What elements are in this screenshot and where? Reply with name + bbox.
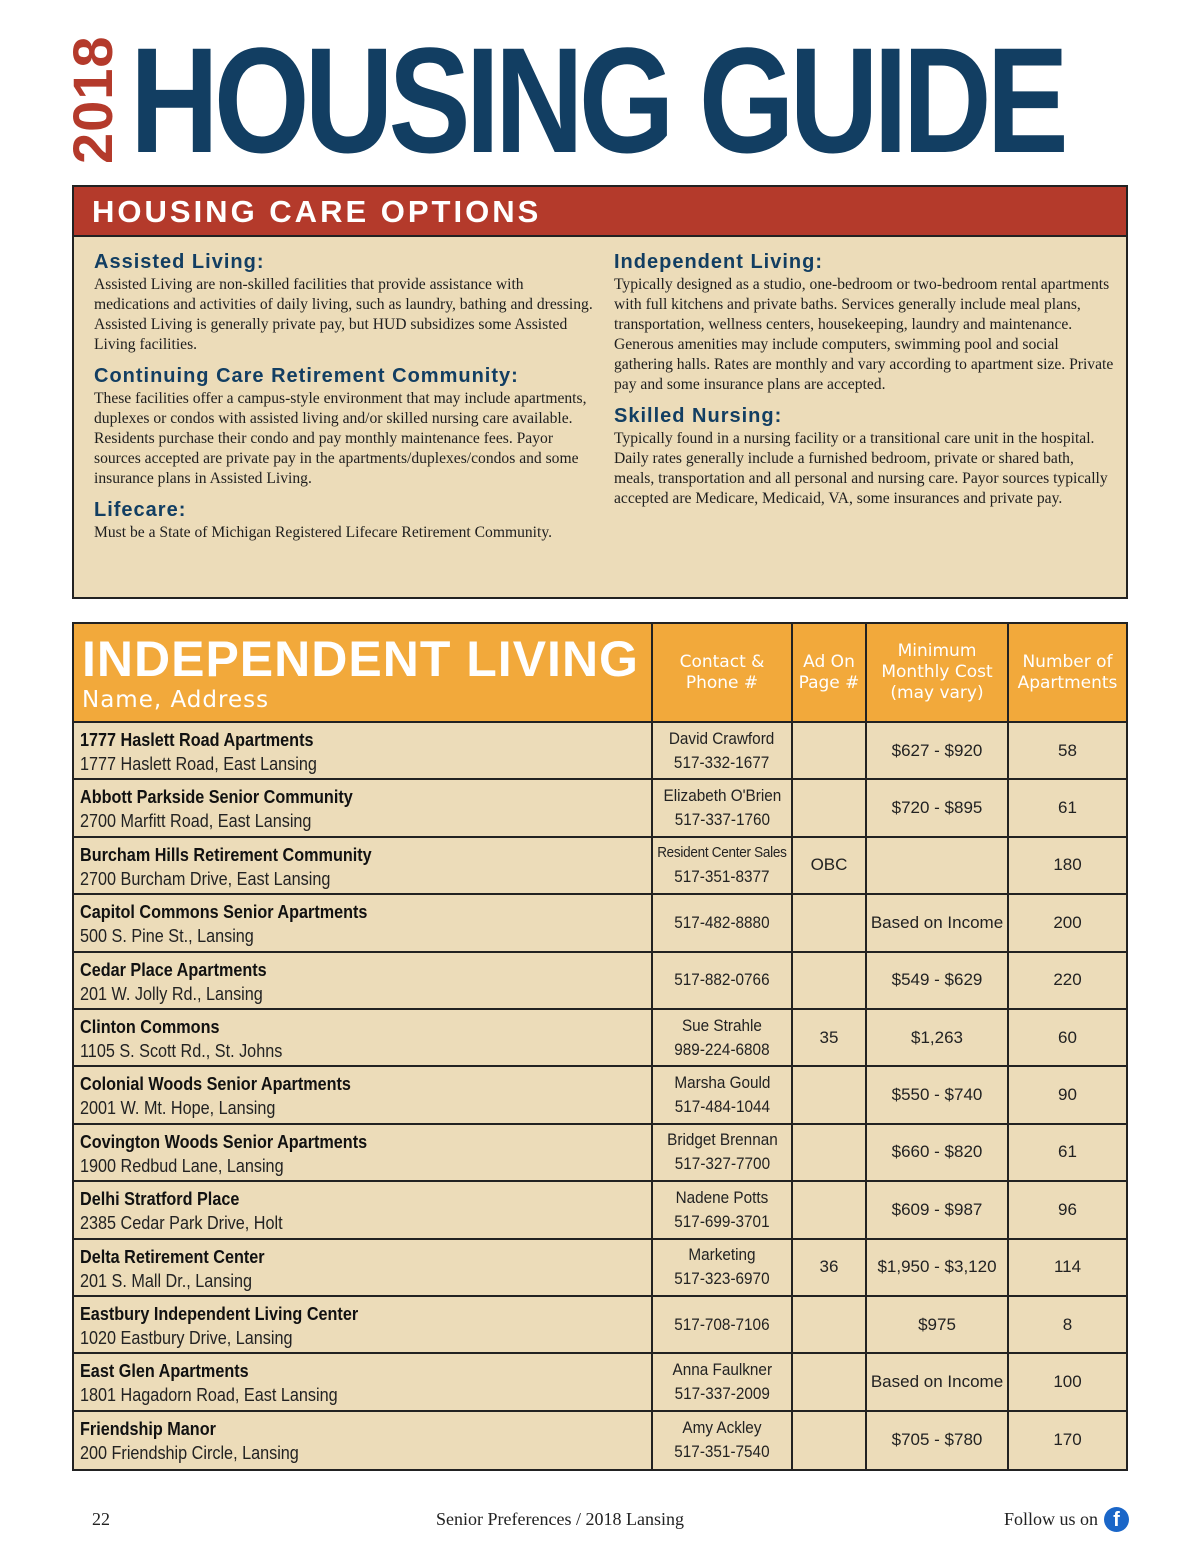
cell-name-address [74,1354,651,1409]
table-row [74,1412,1126,1469]
cell-contact-phone [651,953,791,1008]
cell-name-address [74,780,651,835]
cell-number-of-apartments: 114 [1007,1240,1126,1295]
contact-name: David Crawford [669,728,775,748]
cell-ad-page [791,1412,865,1469]
contact-phone: 517-332-1677 [674,752,770,772]
contact-phone: 517-482-8880 [674,912,770,932]
cell-contact-phone [651,1240,791,1295]
cell-contact-phone [651,1354,791,1409]
facility-name: 1777 Haslett Road Apartments [80,730,314,750]
facility-name: Covington Woods Senior Apartments [80,1131,368,1152]
cell-ad-page [791,780,865,835]
contact-phone: 517-351-8377 [674,867,770,887]
care-option-skilled-nursing [614,403,1114,509]
care-options-left-column [94,249,594,551]
cell-name-address [74,838,651,893]
care-option-lifecare [94,497,594,543]
cell-number-of-apartments: 100 [1007,1354,1126,1409]
cell-ad-page [791,895,865,950]
cell-ad-page: 35 [791,1010,865,1065]
table-row [74,953,1126,1010]
cell-name-address [74,1240,651,1295]
facility-address: 2001 W. Mt. Hope, Lansing [80,1098,276,1119]
header-contact-phone: Contact & Phone # [651,624,791,721]
care-option-title: Lifecare: [94,499,187,521]
contact-name: Bridget Brennan [666,1130,778,1150]
facility-name: Abbott Parkside Senior Community [80,787,353,808]
care-option-assisted-living [94,249,594,355]
contact-phone: 517-882-0766 [674,970,770,990]
cell-ad-page [791,1182,865,1237]
cell-contact-phone [651,1067,791,1122]
cell-contact-phone [651,838,791,893]
contact-name: Marketing [688,1245,756,1265]
cell-ad-page [791,723,865,778]
care-options-right-column [614,249,1114,517]
table-row [74,1010,1126,1067]
table-body [74,723,1126,1469]
cell-ad-page [791,1354,865,1409]
contact-phone: 517-337-1760 [674,810,770,830]
cell-number-of-apartments: 170 [1007,1412,1126,1469]
page-footer [0,1505,1200,1535]
table-row [74,1067,1126,1124]
care-option-description: Must be a State of Michigan Registered Lifecare Retirement Community. [94,524,553,541]
cell-number-of-apartments: 220 [1007,953,1126,1008]
facility-address: 500 S. Pine St., Lansing [80,926,254,947]
table-header-row [74,624,1126,723]
contact-phone: 517-484-1044 [674,1097,770,1117]
cell-name-address [74,723,651,778]
cell-ad-page: OBC [791,838,865,893]
cell-contact-phone [651,1297,791,1352]
page-number: 22 [92,1509,110,1529]
cell-contact-phone [651,1125,791,1180]
facility-name: Delta Retirement Center [80,1246,265,1267]
care-options-header: HOUSING CARE OPTIONS [74,187,1126,237]
facility-name: Colonial Woods Senior Apartments [80,1074,351,1095]
care-option-title: Skilled Nursing: [614,405,783,427]
cell-name-address [74,1182,651,1237]
cell-number-of-apartments: 58 [1007,723,1126,778]
cell-minimum-monthly-cost: $720 - $895 [865,780,1007,835]
table-row [74,895,1126,952]
contact-phone: 517-327-7700 [674,1154,770,1174]
cell-number-of-apartments: 61 [1007,780,1126,835]
cell-contact-phone [651,1182,791,1237]
table-row [74,723,1126,780]
facility-address: 2385 Cedar Park Drive, Holt [80,1213,283,1234]
cell-ad-page [791,1067,865,1122]
cell-name-address [74,1067,651,1122]
cell-name-address [74,1125,651,1180]
publication-name: Senior Preferences / 2018 Lansing [436,1509,684,1529]
contact-phone: 517-323-6970 [674,1269,770,1289]
cell-minimum-monthly-cost: Based on Income [865,895,1007,950]
contact-phone: 517-337-2009 [674,1383,770,1403]
facility-address: 1020 Eastbury Drive, Lansing [80,1327,293,1348]
cell-contact-phone [651,1412,791,1469]
cell-contact-phone [651,723,791,778]
cell-name-address [74,953,651,1008]
facebook-icon[interactable]: f [1104,1507,1129,1532]
contact-phone: 517-699-3701 [674,1211,770,1231]
header-number-of-apartments: Number of Apartments [1007,624,1126,721]
cell-number-of-apartments: 60 [1007,1010,1126,1065]
facility-address: 2700 Marfitt Road, East Lansing [80,811,312,832]
cell-ad-page [791,1125,865,1180]
facility-address: 1105 S. Scott Rd., St. Johns [80,1040,283,1061]
cell-number-of-apartments: 200 [1007,895,1126,950]
cell-name-address [74,1412,651,1469]
facility-address: 201 S. Mall Dr., Lansing [80,1270,252,1291]
cell-name-address [74,1010,651,1065]
header-name-address [74,624,651,721]
cell-number-of-apartments: 8 [1007,1297,1126,1352]
contact-name: Sue Strahle [682,1015,762,1035]
facility-name: Eastbury Independent Living Center [80,1303,359,1324]
facility-name: Capitol Commons Senior Apartments [80,902,368,923]
follow-us-text: Follow us on [1003,1509,1098,1529]
contact-name: Nadene Potts [675,1187,769,1207]
care-option-description: Typically designed as a studio, one-bedroom or two-bedroom rental apartments with full kitchens and private baths. Services generally include meal plans, transportation, wellness centers, housekeeping, laundry and maintenance. Generous amenities may include computers, swimming pool and social gathering halls. Rates are monthly and vary according to apartment size. Private pay and some insurance plans are accepted. [614,276,1114,393]
cell-minimum-monthly-cost: $1,263 [865,1010,1007,1065]
care-option-description: Typically found in a nursing facility or a transitional care unit in the hospital. Daily rates generally include a furnished bedroom, private or shared bath, meals, transportation and all personal and nursing care. Payor sources typically accepted are Medicare, Medicaid, VA, some insurances and private pay. [614,430,1108,507]
guide-year: 2018 [61,35,124,164]
care-option-description: These facilities offer a campus-style environment that may include apartments, duplexes or condos with assisted living and/or skilled nursing care available. Residents purchase their condo and pay monthly maintenance fees. Payor sources accepted are private pay in the apartments/duplexes/condos and some insurance plans in Assisted Living. [94,390,587,487]
care-option-ccrc [94,363,594,489]
table-row [74,780,1126,837]
cell-number-of-apartments: 96 [1007,1182,1126,1237]
cell-minimum-monthly-cost: $550 - $740 [865,1067,1007,1122]
cell-minimum-monthly-cost [865,838,1007,893]
independent-living-table [72,622,1128,1471]
care-option-description: Assisted Living are non-skilled facilities that provide assistance with medications and activities of daily living, such as laundry, bathing and dressing. Assisted Living is generally private pay, but HUD subsidizes some Assisted Living facilities. [94,276,593,353]
cell-contact-phone [651,895,791,950]
cell-contact-phone [651,780,791,835]
care-option-title: Independent Living: [614,251,823,273]
facility-name: Cedar Place Apartments [80,959,267,980]
facility-name: Delhi Stratford Place [80,1189,240,1210]
table-row [74,1354,1126,1411]
cell-minimum-monthly-cost: $627 - $920 [865,723,1007,778]
header-minimum-monthly-cost: Minimum Monthly Cost (may vary) [865,624,1007,721]
contact-name: Amy Ackley [682,1418,762,1438]
cell-name-address [74,1297,651,1352]
cell-number-of-apartments: 180 [1007,838,1126,893]
contact-phone: 989-224-6808 [674,1039,770,1059]
table-row [74,1182,1126,1239]
cell-minimum-monthly-cost: $660 - $820 [865,1125,1007,1180]
cell-minimum-monthly-cost: $975 [865,1297,1007,1352]
contact-phone: 517-708-7106 [674,1314,770,1334]
facility-address: 1801 Hagadorn Road, East Lansing [80,1385,338,1406]
contact-name: Resident Center Sales [657,844,787,862]
cell-minimum-monthly-cost: $609 - $987 [865,1182,1007,1237]
care-option-independent-living [614,249,1114,395]
header-ad-page: Ad On Page # [791,624,865,721]
facility-address: 200 Friendship Circle, Lansing [80,1442,299,1463]
facility-name: Clinton Commons [80,1016,220,1037]
facility-name: Burcham Hills Retirement Community [80,844,372,865]
table-row [74,1240,1126,1297]
guide-title: HOUSING GUIDE [130,16,1064,184]
contact-name: Marsha Gould [673,1073,771,1093]
facility-address: 2700 Burcham Drive, East Lansing [80,868,331,889]
table-row [74,838,1126,895]
facility-name: East Glen Apartments [80,1361,249,1382]
contact-name: Elizabeth O'Brien [663,786,781,806]
facility-name: Friendship Manor [80,1418,216,1439]
cell-contact-phone [651,1010,791,1065]
cell-minimum-monthly-cost: Based on Income [865,1354,1007,1409]
contact-name: Anna Faulkner [672,1359,772,1379]
cell-number-of-apartments: 61 [1007,1125,1126,1180]
table-title: INDEPENDENT LIVING [82,631,639,687]
cell-ad-page: 36 [791,1240,865,1295]
cell-minimum-monthly-cost: $1,950 - $3,120 [865,1240,1007,1295]
housing-care-options [72,185,1128,599]
cell-ad-page [791,1297,865,1352]
cell-number-of-apartments: 90 [1007,1067,1126,1122]
cell-ad-page [791,953,865,1008]
cell-minimum-monthly-cost: $549 - $629 [865,953,1007,1008]
masthead [61,16,1132,184]
facility-address: 1900 Redbud Lane, Lansing [80,1155,284,1176]
cell-name-address [74,895,651,950]
cell-minimum-monthly-cost: $705 - $780 [865,1412,1007,1469]
care-option-title: Continuing Care Retirement Community: [94,365,519,387]
table-row [74,1125,1126,1182]
table-subtitle: Name, Address [82,687,270,713]
table-row [74,1297,1126,1354]
care-option-title: Assisted Living: [94,251,265,273]
contact-phone: 517-351-7540 [674,1442,770,1462]
facility-address: 201 W. Jolly Rd., Lansing [80,983,263,1004]
facility-address: 1777 Haslett Road, East Lansing [80,754,317,774]
